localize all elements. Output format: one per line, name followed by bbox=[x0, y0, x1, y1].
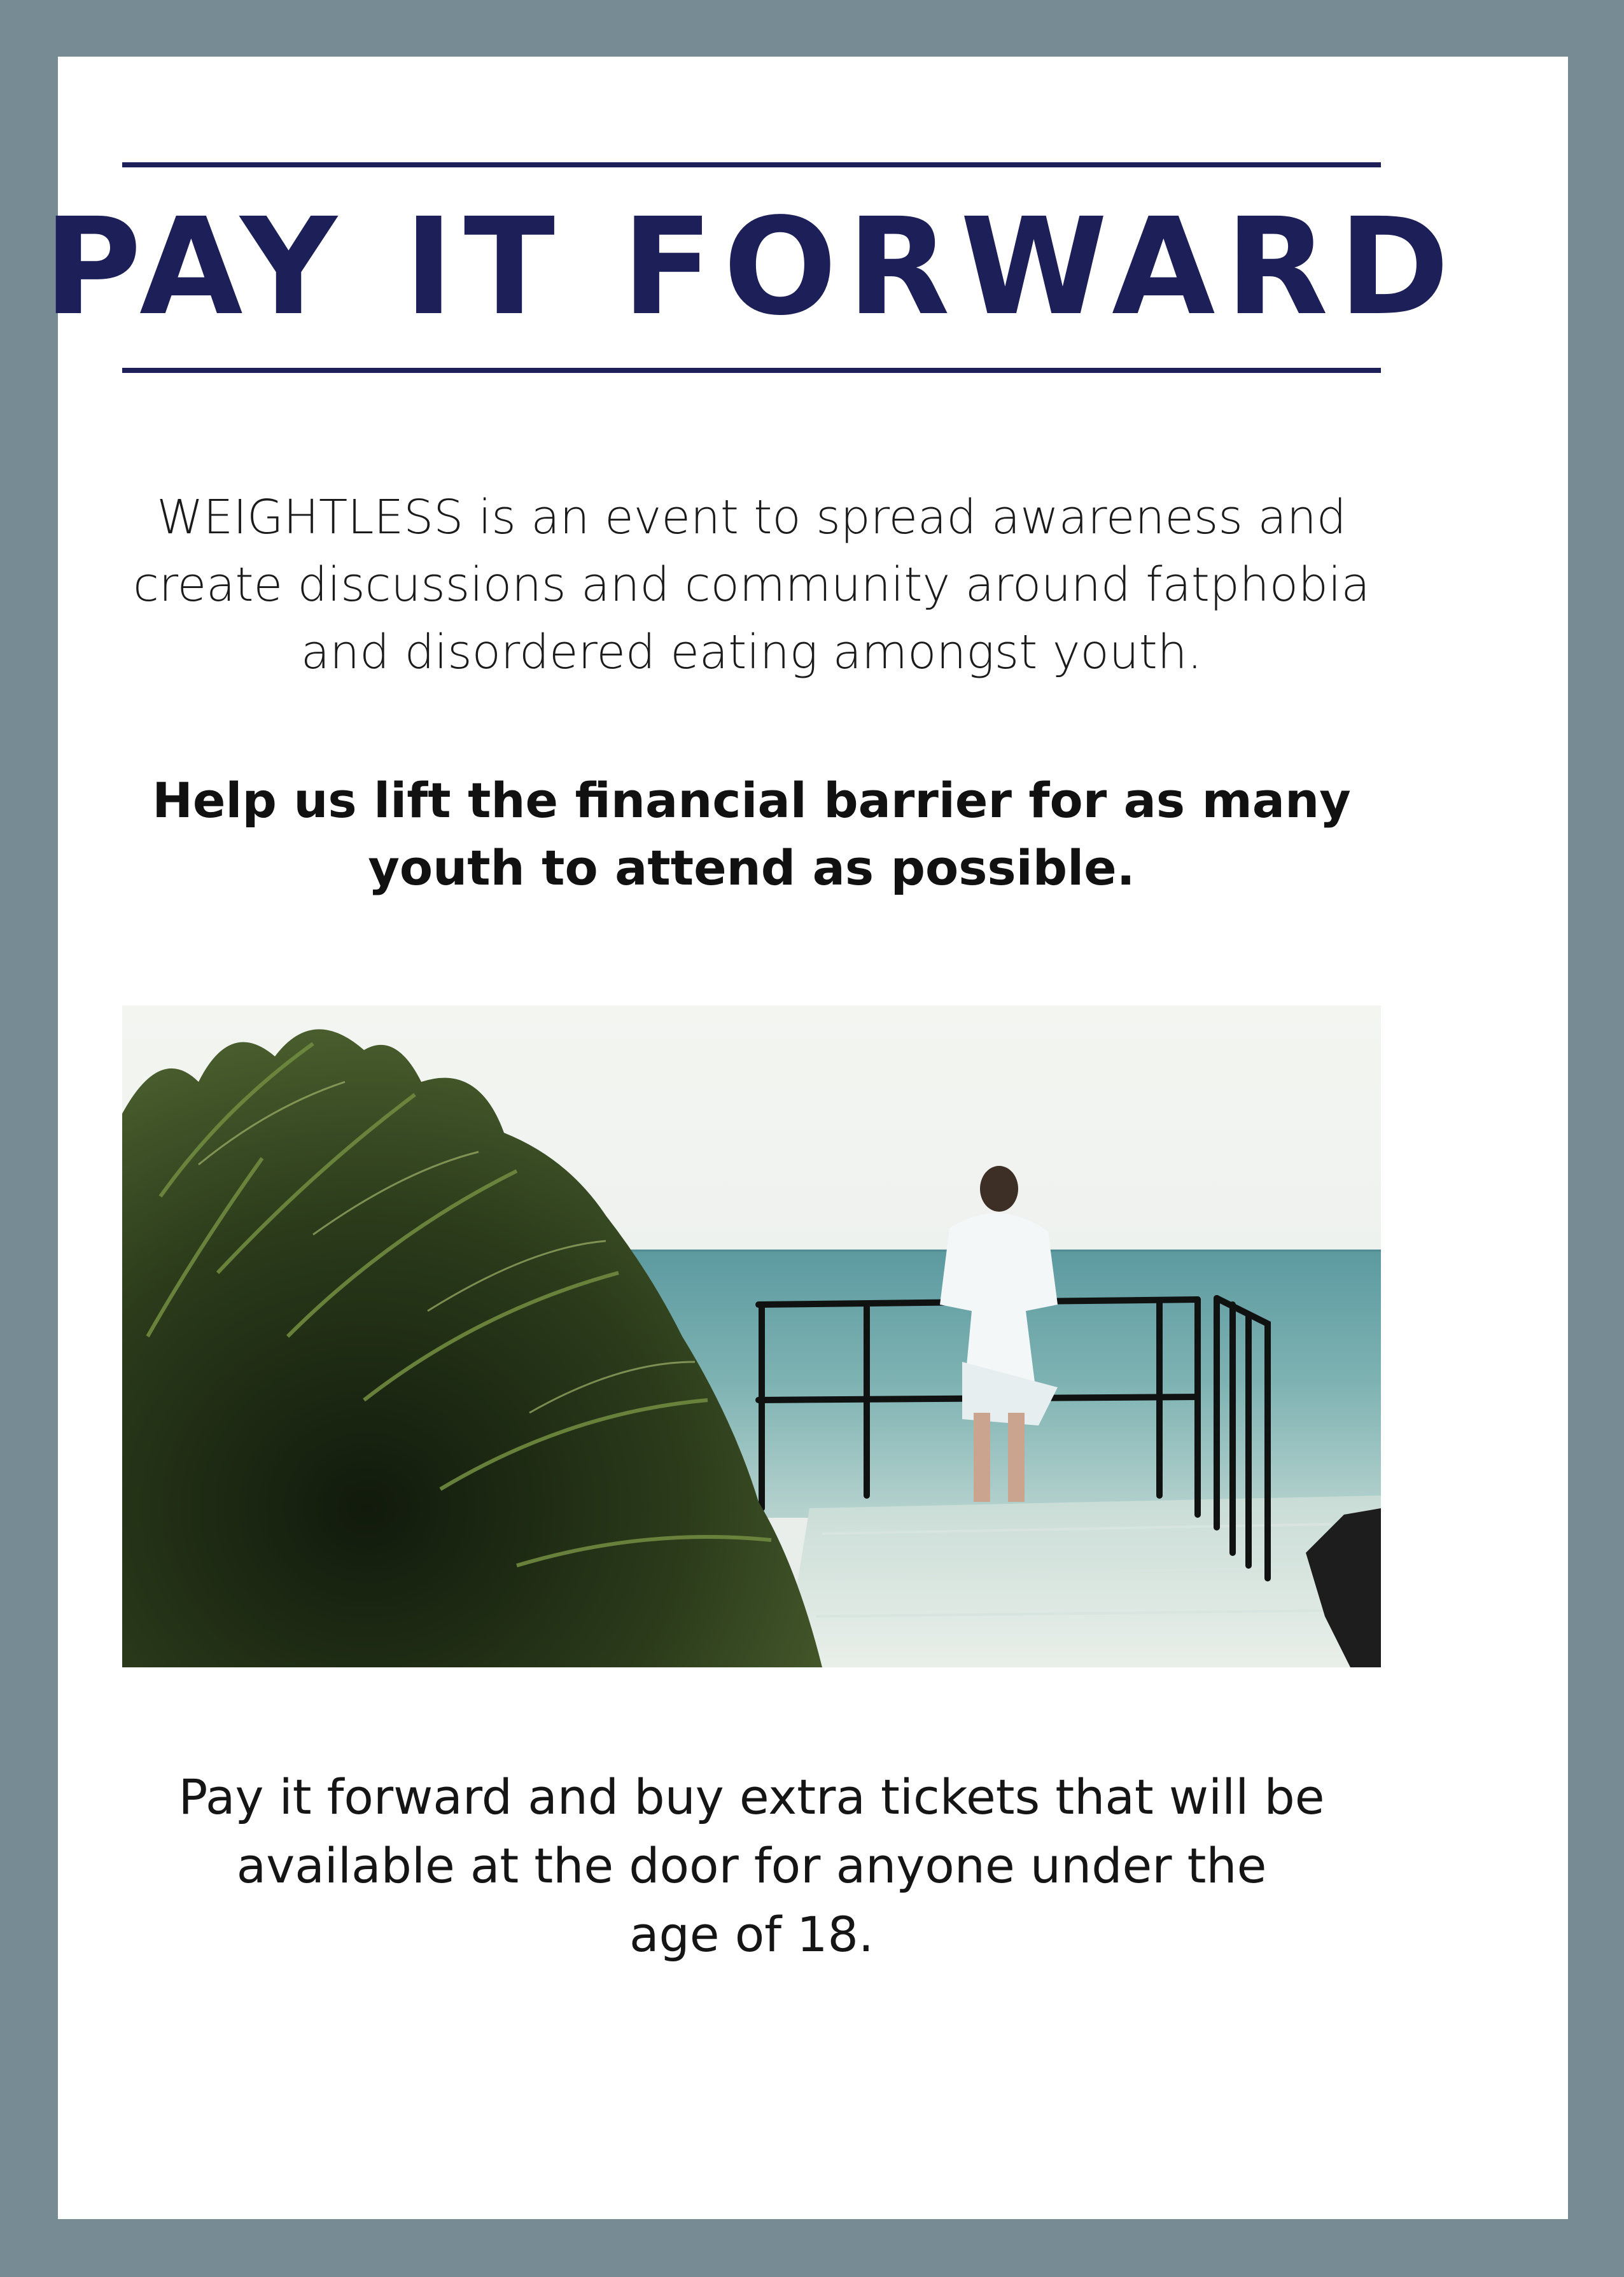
cta-line: Help us lift the financial barrier for as many bbox=[152, 772, 1351, 829]
cta-line: youth to attend as possible. bbox=[368, 839, 1135, 896]
outro-line: available at the door for anyone under the bbox=[236, 1837, 1267, 1894]
outro-line: Pay it forward and buy extra tickets that will be bbox=[178, 1769, 1325, 1825]
poster-title: PAY IT FORWARD bbox=[43, 189, 1460, 345]
outro-paragraph bbox=[108, 1763, 1395, 1969]
lakeside-photo bbox=[122, 1005, 1381, 1667]
call-to-action bbox=[108, 767, 1395, 902]
intro-line: WEIGHTLESS is an event to spread awareness and bbox=[157, 490, 1347, 545]
title-bottom-rule bbox=[122, 368, 1381, 373]
intro-paragraph bbox=[108, 484, 1395, 686]
title-top-rule bbox=[122, 162, 1381, 167]
lakeside-photo-illustration bbox=[122, 1005, 1381, 1667]
intro-line: and disordered eating amongst youth. bbox=[300, 625, 1203, 680]
intro-line: create discussions and community around fatphobia bbox=[133, 557, 1370, 612]
outro-line: age of 18. bbox=[629, 1906, 874, 1963]
